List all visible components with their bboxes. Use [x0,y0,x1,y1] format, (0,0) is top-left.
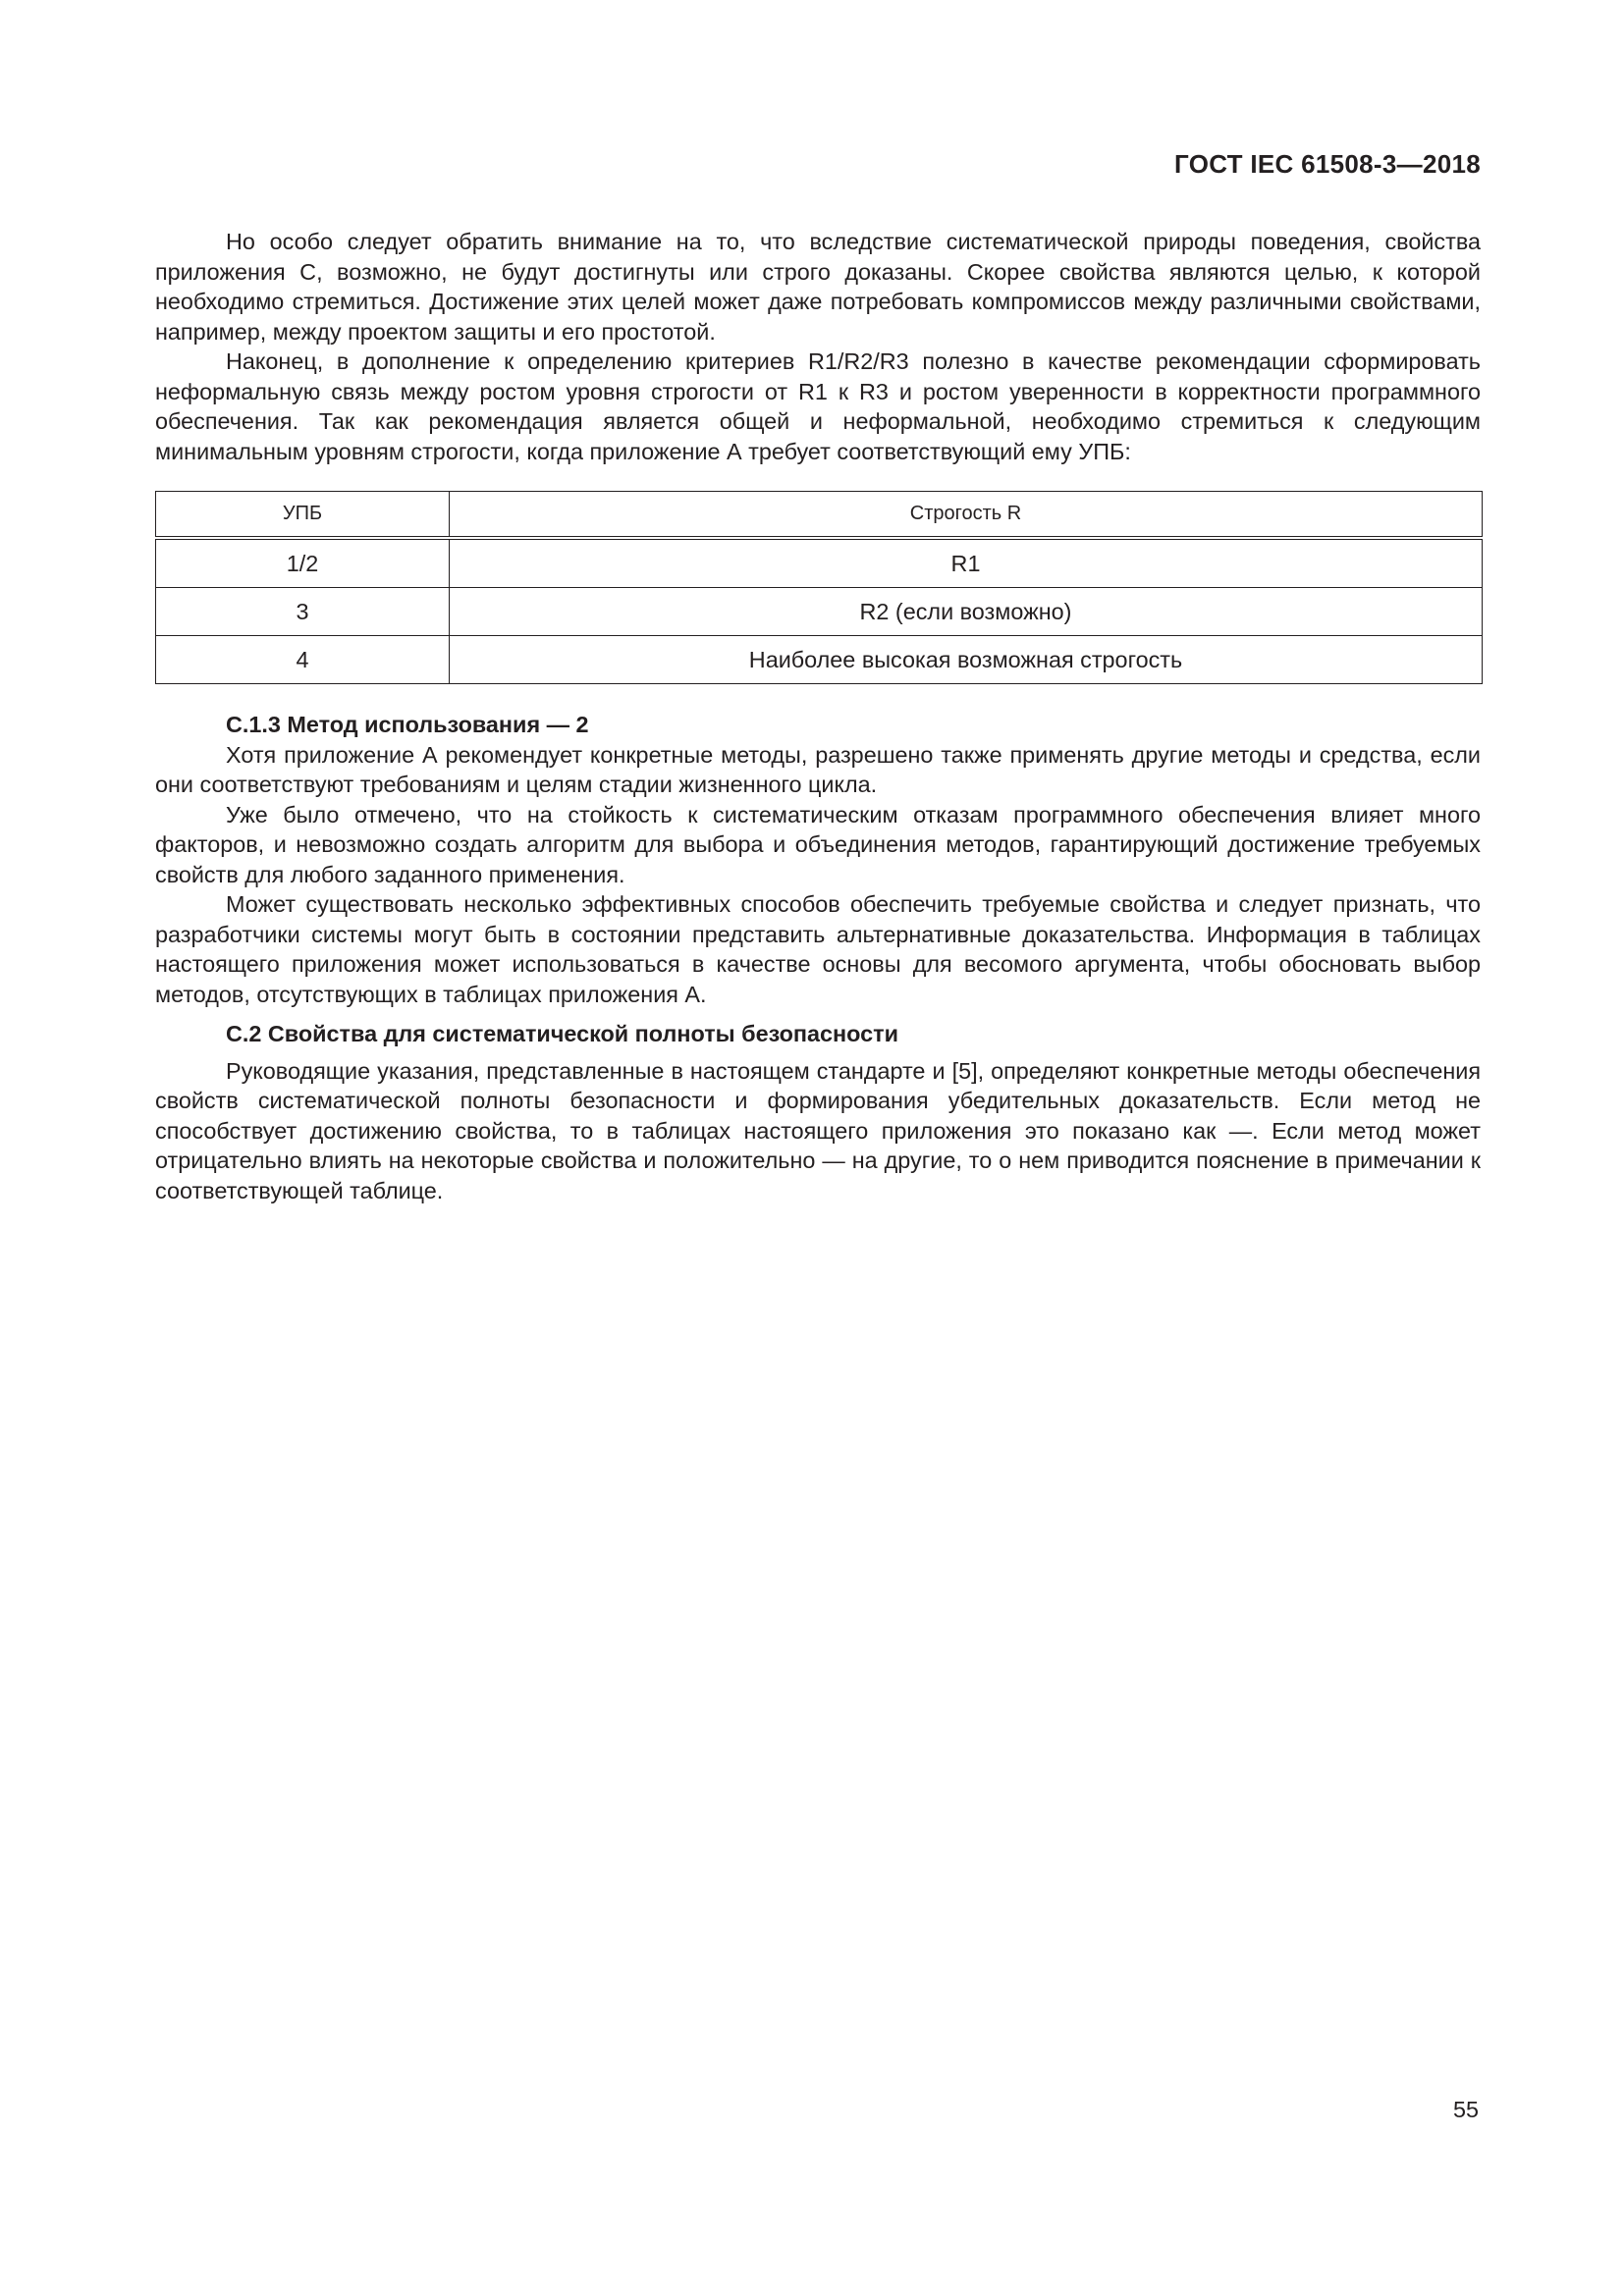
table-cell: 3 [156,588,450,636]
section-heading-c2: С.2 Свойства для систематической полноты безопасности [226,1021,899,1046]
table-cell: 4 [156,636,450,684]
table-row [156,588,1483,636]
table-cell: 1/2 [156,538,450,588]
table-cell: Наиболее высокая возможная строгость [450,636,1483,684]
table-cell: R2 (если возможно) [450,588,1483,636]
paragraph: Хотя приложение А рекомендует конкретные методы, разрешено также применять другие методы и средства, если они соответствуют требованиям и целям стадии жизненного цикла. [155,741,1481,797]
paragraph: Может существовать несколько эффективных способов обеспечить требуемые свойства и следует признать, что разработчики системы могут быть в состоянии представить альтернативные доказательства. Информация в таблицах настоящего приложения может использоваться в качестве основы для весомого аргумента, чтобы обосновать выбор методов, отсутствующих в таблицах приложения А. [155,891,1481,1007]
main-content [155,227,1481,1205]
table-row [156,538,1483,588]
paragraph: Уже было отмечено, что на стойкость к систематическим отказам программного обеспечения влияет много факторов, и невозможно создать алгоритм для выбора и объединения методов, гарантирующий достижение требуемых свойств для любого заданного применения. [155,801,1481,887]
paragraph: Наконец, в дополнение к определению критериев R1/R2/R3 полезно в качестве рекомендации сформировать неформальную связь между ростом уровня строгости от R1 к R3 и ростом уверенности в корректности программного обеспечения. Так как рекомендация является общей и неформальной, необходимо стремиться к следующим минимальным уровням строгости, когда приложение А требует соответствующий ему УПБ: [155,348,1481,464]
header-cell-upb: УПБ [156,492,450,539]
table-row [156,636,1483,684]
rigor-table [155,491,1483,684]
document-id-header: ГОСТ IEC 61508-3—2018 [1174,149,1481,179]
page-number: 55 [1453,2097,1480,2122]
header-cell-rigor: Строгость R [450,492,1483,539]
section-heading-c13: С.1.3 Метод использования — 2 [226,712,589,737]
paragraph: Но особо следует обратить внимание на то, что вследствие систематической природы поведения, свойства приложения С, возможно, не будут достигнуты или строго доказаны. Скорее свойства являются целью, к которой необходимо стремиться. Достижение этих целей может даже потребовать компромиссов между различными свойствами, например, между проектом защиты и его простотой. [155,229,1481,345]
table-cell: R1 [450,538,1483,588]
table-header-row [156,492,1483,539]
paragraph: Руководящие указания, представленные в настоящем стандарте и [5], определяют конкретные методы обеспечения свойств систематической полноты безопасности и формирования убедительных доказательств. Если метод не способствует достижению свойства, то в таблицах настоящего приложения это показано как —. Если метод может отрицательно влиять на некоторые свойства и положительно — на другие, то о нем приводится пояснение в примечании к соответствующей таблице. [155,1057,1481,1203]
